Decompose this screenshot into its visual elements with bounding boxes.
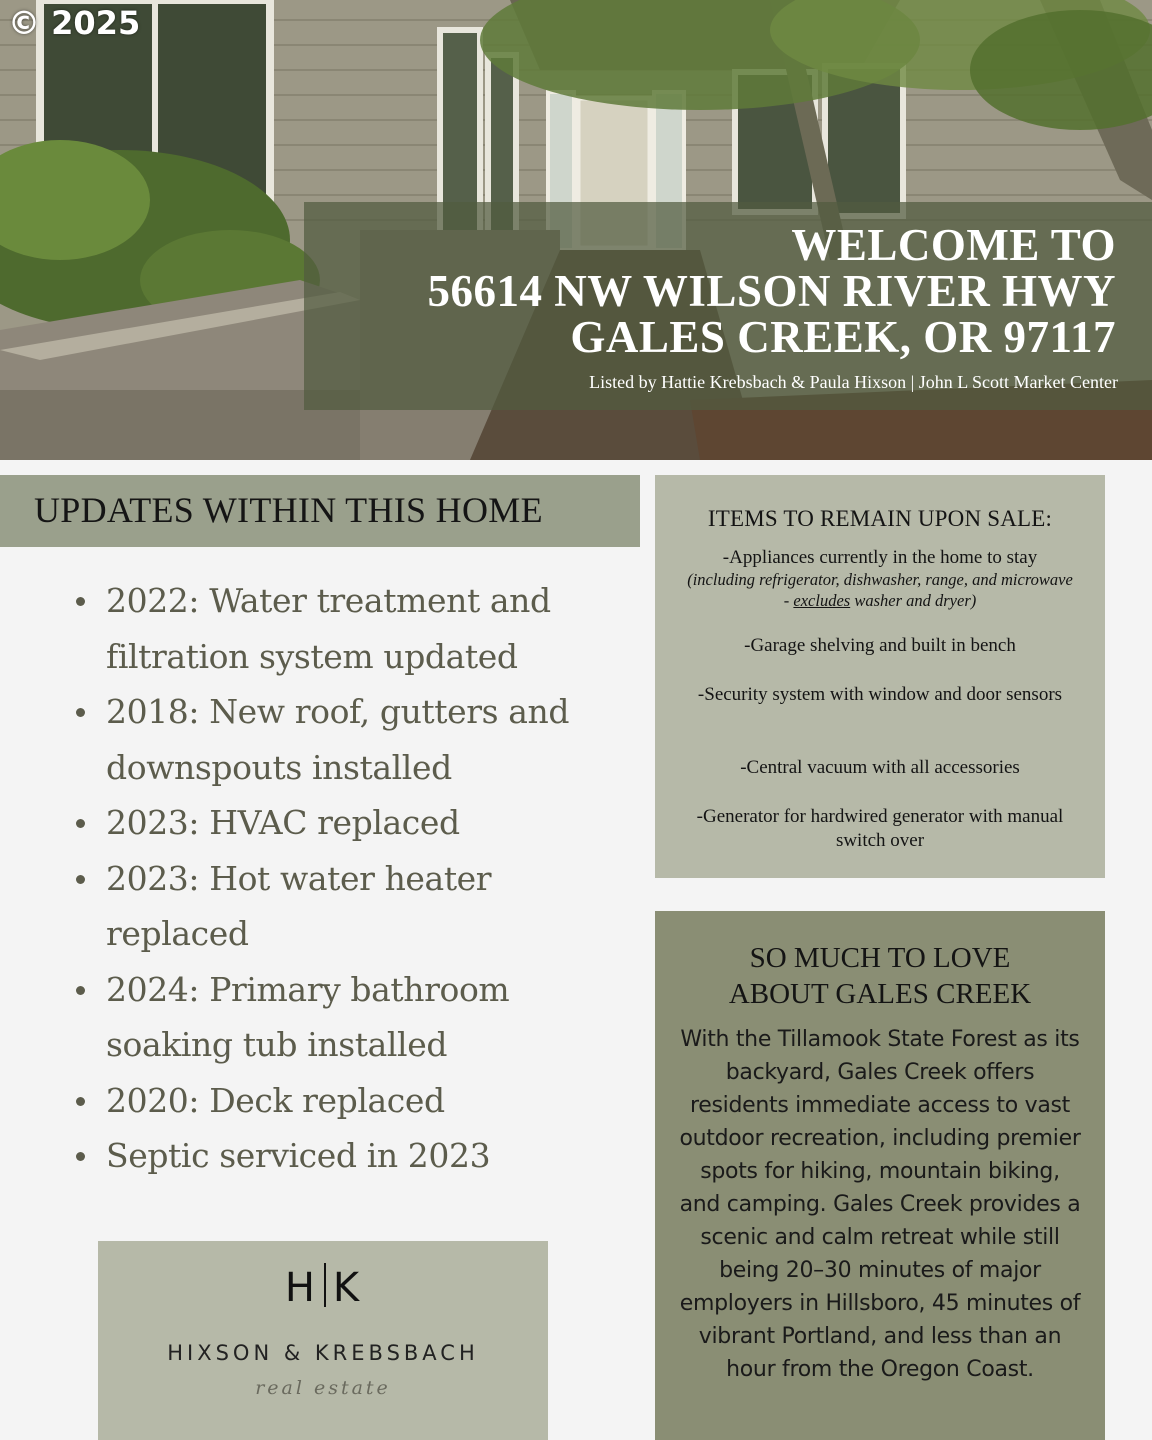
title-line-street: 56614 NW WILSON RIVER HWY <box>427 266 1116 316</box>
updates-title: UPDATES WITHIN THIS HOME <box>34 490 543 530</box>
item-vacuum: -Central vacuum with all accessories <box>740 757 1020 778</box>
bullet-icon <box>76 708 85 717</box>
list-item: 2020: Deck replaced <box>70 1073 590 1129</box>
logo-name: HIXSON & KREBSBACH <box>167 1341 479 1365</box>
bullet-icon <box>76 819 85 828</box>
list-item: 2022: Water treatment and filtration system updated <box>70 573 590 684</box>
bullet-icon <box>76 1152 85 1161</box>
logo-divider <box>324 1263 326 1307</box>
items-remain-panel <box>655 475 1105 878</box>
logo-subtitle: real estate <box>255 1377 391 1399</box>
brokerage-logo <box>98 1241 548 1440</box>
item-garage: -Garage shelving and built in bench <box>744 635 1016 656</box>
title-line-welcome: WELCOME TO <box>791 220 1116 270</box>
page-title <box>316 222 1116 360</box>
updates-list <box>70 573 590 1184</box>
logo-monogram: H K <box>284 1265 362 1311</box>
love-description: With the Tillamook State Forest as its backyard, Gales Creek offers residents immediate access to vast outdoor recreation, including premier spots for hiking, mountain biking, and camping. Gales Creek provides a scenic and calm retreat while still being 20–30 minutes of major employers in Hillsboro, 45 minutes of vibrant Portland, and less than an hour from the Oregon Coast. <box>679 1027 1081 1382</box>
list-item: 2024: Primary bathroom soaking tub installed <box>70 962 590 1073</box>
bullet-icon <box>76 597 85 606</box>
list-item: 2018: New roof, gutters and downspouts installed <box>70 684 590 795</box>
item-security: -Security system with window and door sensors <box>697 684 1063 705</box>
item-appliances-note: (including refrigerator, dishwasher, range, and microwave - excludes washer and dryer) <box>687 570 1073 610</box>
item-generator: -Generator for hardwired generator with manual switch over <box>696 806 1064 851</box>
listed-by-text: Listed by Hattie Krebsbach & Paula Hixson | John L Scott Market Center <box>589 372 1118 392</box>
gales-creek-panel <box>655 911 1105 1440</box>
hero-photo <box>0 0 1152 460</box>
title-line-city: GALES CREEK, OR 97117 <box>570 312 1116 362</box>
love-title: SO MUCH TO LOVE ABOUT GALES CREEK <box>728 942 1032 1010</box>
bullet-icon <box>76 986 85 995</box>
bullet-icon <box>76 875 85 884</box>
list-item: Septic serviced in 2023 <box>70 1128 590 1184</box>
list-item: 2023: HVAC replaced <box>70 795 590 851</box>
items-remain-title: ITEMS TO REMAIN UPON SALE: <box>707 506 1053 531</box>
bullet-icon <box>76 1097 85 1106</box>
copyright-text: © 2025 <box>8 4 141 42</box>
list-item: 2023: Hot water heater replaced <box>70 851 590 962</box>
item-appliances: -Appliances currently in the home to stay <box>722 547 1038 568</box>
